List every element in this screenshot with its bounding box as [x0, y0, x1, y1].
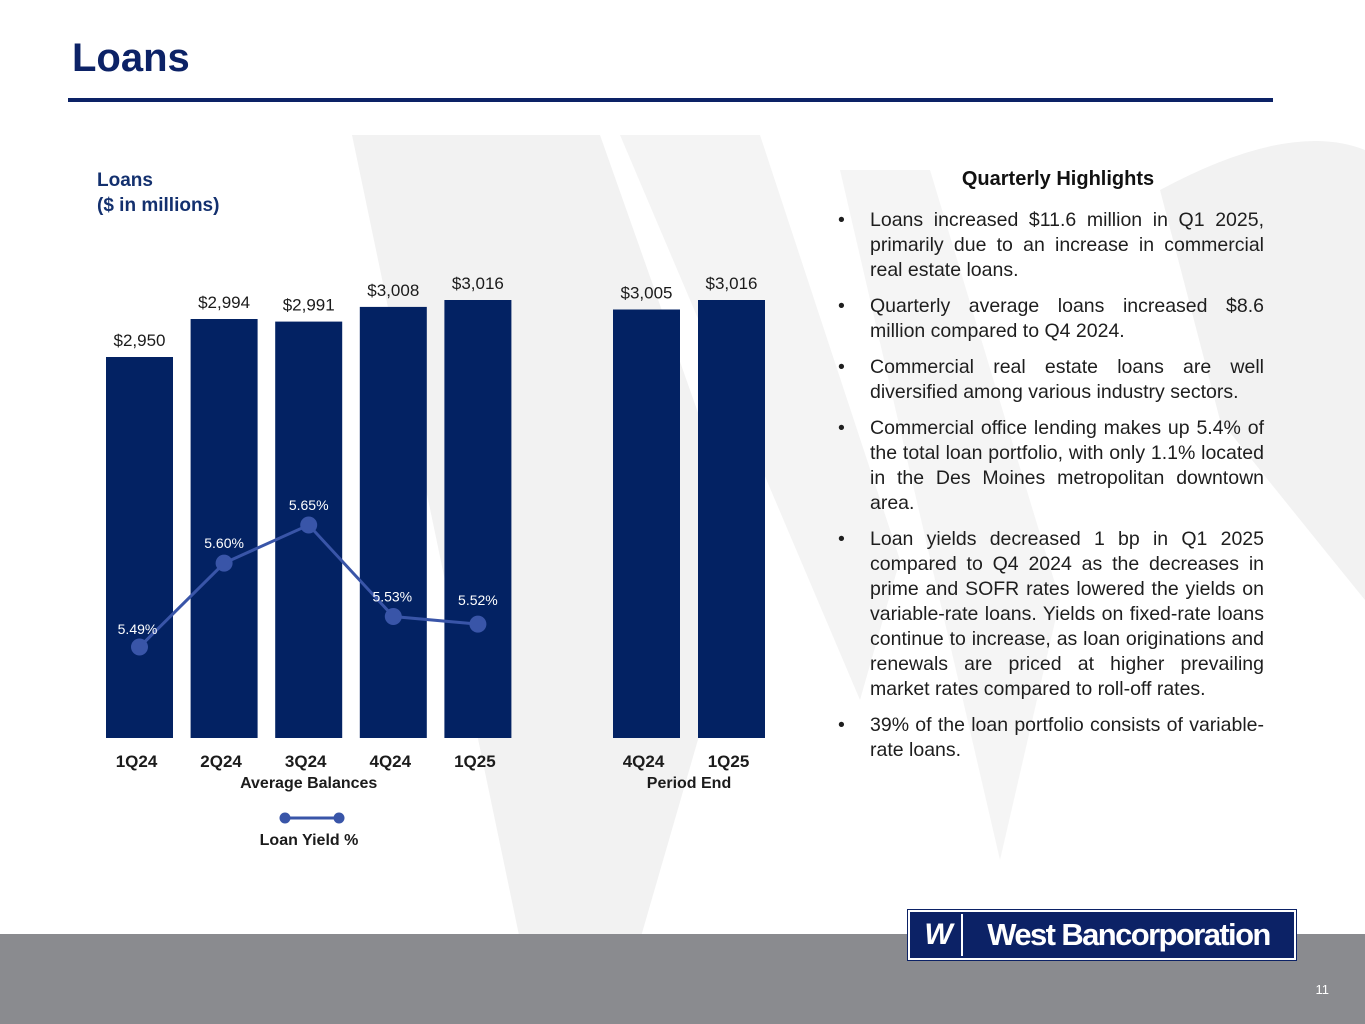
chart-heading-line1: Loans [97, 170, 153, 191]
yield-data-label: 5.60% [204, 535, 244, 552]
highlight-item [838, 294, 1264, 344]
x-tick-label: 1Q25 [707, 752, 750, 771]
bar [444, 300, 511, 738]
x-tick-label: 4Q24 [369, 752, 412, 771]
highlight-text: Quarterly average loans increased $8.6 million compared to Q4 2024. [870, 295, 1264, 342]
highlight-item [838, 527, 1264, 702]
bar-value-label: $2,994 [198, 293, 251, 312]
bar-value-label: $3,008 [367, 280, 420, 300]
chart-heading-line2: ($ in millions) [97, 195, 220, 216]
x-tick-label: 1Q24 [115, 752, 158, 771]
logo-text: West Bancorporation [987, 917, 1270, 952]
highlight-item [838, 713, 1264, 763]
highlight-text: Loans increased $11.6 million in Q1 2025, primarily due to an increase in commercial real estate loans. [870, 209, 1264, 281]
x-group-label: Period End [646, 775, 732, 792]
highlights-title: Quarterly Highlights [961, 168, 1155, 190]
yield-data-label: 5.52% [458, 592, 498, 609]
page-number: 11 [1315, 982, 1329, 997]
bar [698, 300, 765, 738]
yield-point [469, 616, 486, 633]
legend-marker-icon [334, 813, 345, 824]
logo-mark: W [913, 914, 963, 956]
highlight-text: Commercial real estate loans are well diversified among various industry sectors. [870, 356, 1264, 403]
highlight-item [838, 355, 1264, 405]
yield-data-label: 5.65% [288, 497, 329, 513]
yield-data-label: 5.49% [117, 621, 158, 637]
company-logo [908, 910, 1296, 960]
bullet-icon: • [838, 356, 845, 378]
bullet-icon: • [838, 528, 845, 550]
legend-marker-icon [280, 813, 291, 824]
yield-data-label: 5.53% [372, 588, 413, 605]
x-tick-label: 3Q24 [284, 752, 327, 771]
page-title: Loans [72, 36, 190, 80]
bullet-icon: • [838, 209, 845, 231]
highlight-item [838, 416, 1264, 516]
x-tick-label: 2Q24 [200, 752, 242, 771]
legend-label: Loan Yield % [259, 832, 359, 849]
x-tick-label: 4Q24 [622, 752, 665, 771]
highlight-text: 39% of the loan portfolio consists of variable-rate loans. [870, 714, 1264, 761]
bar [106, 357, 173, 738]
yield-point [385, 608, 402, 625]
highlight-text: Commercial office lending makes up 5.4% of the total loan portfolio, with only 1.1% located in the Des Moines metropolitan downtown area. [870, 417, 1264, 514]
bar [360, 307, 427, 738]
bar-value-label: $3,016 [705, 274, 758, 293]
bullet-icon: • [838, 295, 845, 317]
highlights-list [838, 208, 1264, 763]
bar-value-label: $2,950 [113, 331, 166, 350]
bar [191, 319, 258, 738]
yield-point [216, 555, 233, 572]
bar-value-label: $3,005 [620, 283, 673, 303]
quarterly-highlights [838, 168, 1264, 774]
bar-value-label: $3,016 [451, 274, 504, 293]
x-group-label: Average Balances [240, 775, 378, 792]
yield-point [300, 517, 317, 534]
highlight-text: Loan yields decreased 1 bp in Q1 2025 compared to Q4 2024 as the decreases in prime and SOFR rates lowered the yields on variable-rate loans. Yields on fixed-rate loans continue to increase, as loan originations and renewals are priced at higher prevailing market rates compared to roll-off rates. [870, 528, 1264, 700]
x-tick-label: 1Q25 [454, 752, 496, 771]
bar [613, 310, 680, 739]
bullet-icon: • [838, 714, 845, 736]
highlight-item [838, 208, 1264, 283]
yield-point [131, 639, 148, 656]
bullet-icon: • [838, 417, 845, 439]
bar-value-label: $2,991 [282, 295, 335, 315]
